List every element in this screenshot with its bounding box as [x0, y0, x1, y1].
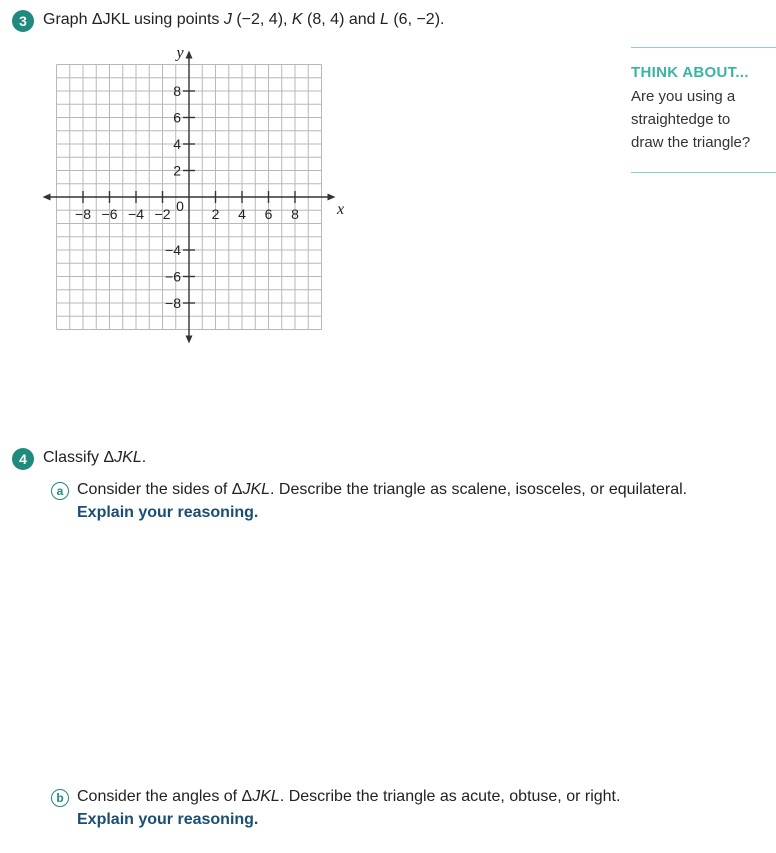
part-a-question: Consider the sides of ΔJKL. Describe the triangle as scalene, isosceles, or equilateral.	[77, 481, 688, 498]
x-tick-label: −8	[75, 206, 91, 222]
y-tick-label: 8	[173, 83, 181, 99]
x-tick-label: 6	[264, 206, 273, 222]
think-about-line-3: draw the triangle?	[631, 134, 751, 151]
x-tick-label: −2	[154, 206, 171, 222]
y-tick-label: −6	[165, 268, 181, 285]
x-tick-label: 8	[291, 206, 299, 222]
origin-label: 0	[176, 198, 184, 214]
y-axis-up-arrow	[186, 51, 193, 59]
coordinate-grid[interactable]	[0, 0, 400, 360]
x-axis-label: x	[336, 201, 345, 218]
y-tick-label: −8	[165, 295, 181, 311]
x-tick-label: 2	[211, 206, 220, 222]
x-axis-right-arrow	[328, 194, 336, 201]
question-3-text: Graph ΔJKL using points J (−2, 4), K (8, 4) and L (6, −2).	[43, 11, 445, 28]
x-tick-label: −4	[128, 206, 144, 222]
axes	[43, 51, 336, 344]
y-tick-label: −4	[165, 242, 181, 258]
question-4-title: Classify ΔJKL.	[43, 449, 147, 466]
y-axis-label: y	[176, 44, 184, 62]
think-about-line-2: straightedge to	[631, 111, 731, 128]
y-tick-label: 2	[173, 162, 181, 179]
part-b-badge: b	[51, 789, 69, 807]
think-about-line-1: Are you using a	[631, 88, 736, 105]
x-tick-label: −6	[101, 206, 118, 222]
part-b-question: Consider the angles of ΔJKL. Describe the triangle as acute, obtuse, or right.	[77, 788, 621, 805]
x-tick-label: 4	[238, 206, 246, 222]
y-axis-down-arrow	[186, 336, 193, 344]
think-about-box	[631, 47, 776, 173]
part-a-explain: Explain your reasoning.	[77, 504, 259, 521]
part-b-explain: Explain your reasoning.	[77, 811, 259, 828]
y-tick-label: 6	[173, 109, 181, 126]
part-a-badge: a	[51, 482, 69, 500]
think-about-title: THINK ABOUT...	[631, 64, 749, 81]
x-axis-left-arrow	[43, 194, 51, 201]
question-4-badge: 4	[12, 448, 34, 470]
y-tick-label: 4	[173, 136, 181, 152]
tick-labels	[75, 45, 344, 312]
question-3-badge: 3	[12, 10, 34, 32]
